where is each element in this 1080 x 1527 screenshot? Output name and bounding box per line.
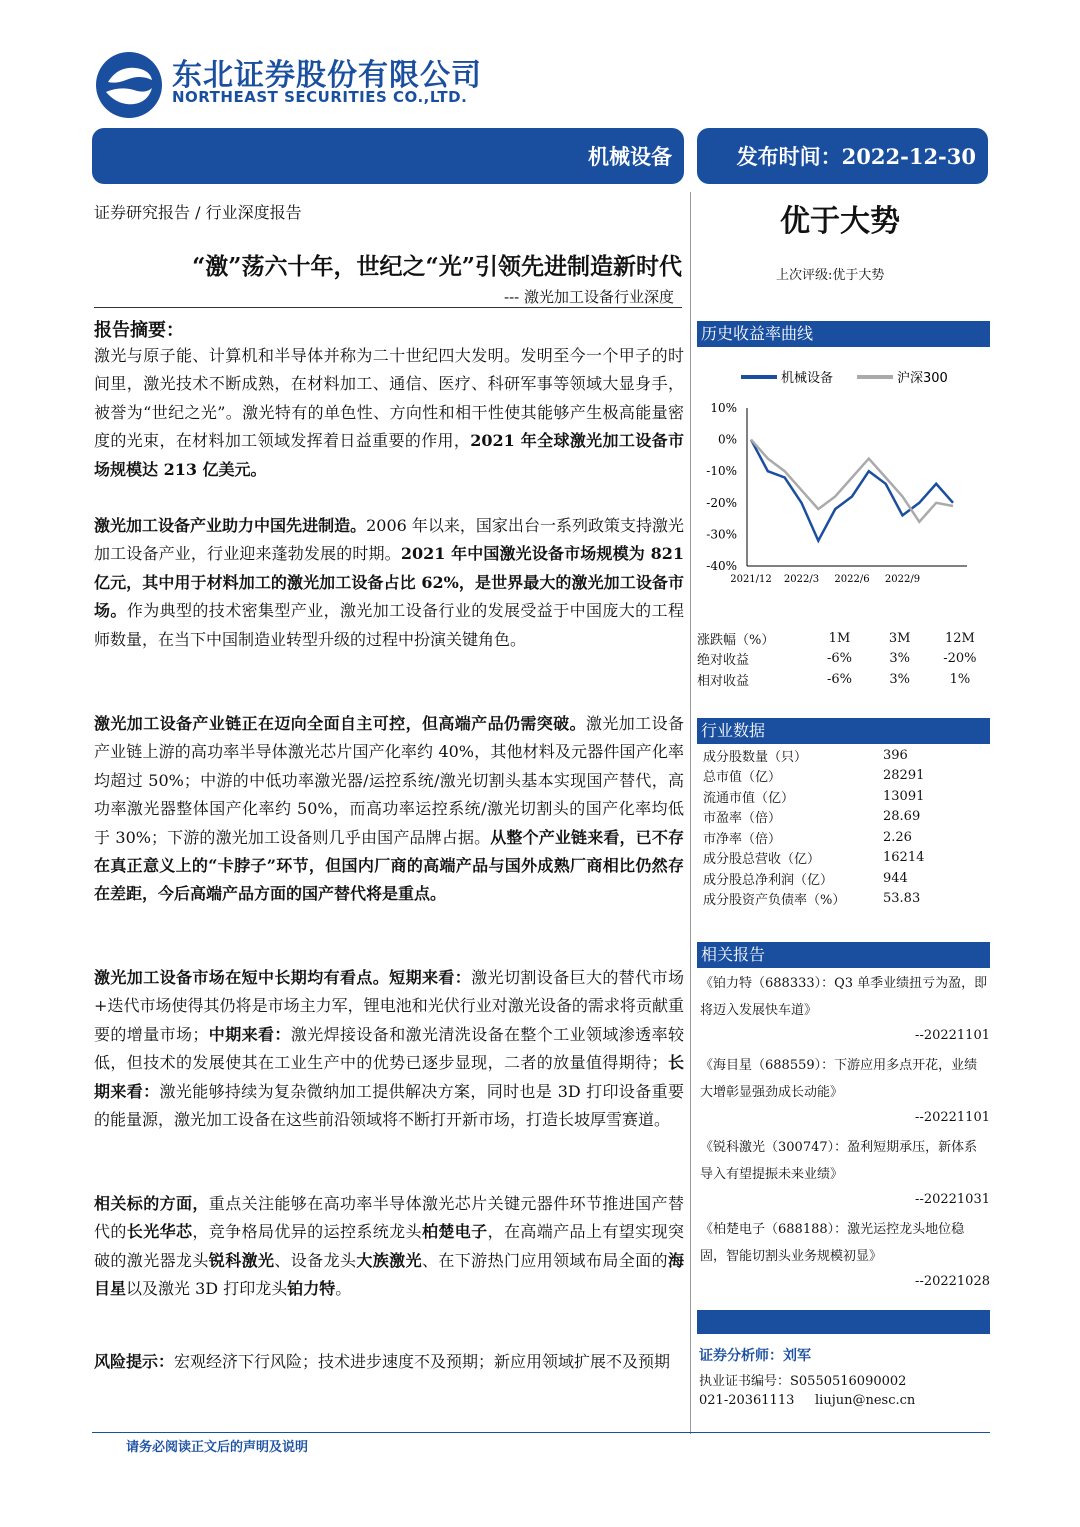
industry-data-table	[703, 745, 973, 909]
table-row	[697, 649, 990, 670]
bold-text: 大族激光	[356, 1250, 422, 1270]
related-report-date: --20221101	[915, 1110, 990, 1125]
table-cell: 绝对收益	[697, 653, 750, 669]
table-row	[697, 669, 990, 690]
bold-text: 激光加工设备市场在短中长期均有看点。短期来看：	[94, 968, 472, 987]
table-cell: 12M	[944, 630, 975, 646]
return-chart	[697, 360, 990, 590]
table-cell: 16214	[883, 850, 925, 866]
series-line-2	[751, 440, 953, 522]
abstract-title: 报告摘要：	[94, 320, 184, 341]
company-name-en: NORTHEAST SECURITIES CO.,LTD.	[172, 88, 468, 106]
table-cell: 944	[883, 870, 908, 886]
table-cell: 28291	[883, 768, 925, 784]
table-row	[703, 868, 973, 889]
rating: 优于大势	[780, 204, 900, 239]
table-cell: 相对收益	[697, 673, 750, 689]
table-cell: 总市值（亿）	[703, 770, 782, 786]
table-cell: 涨跌幅（%）	[697, 632, 775, 648]
report-subtitle: --- 激光加工设备行业深度	[504, 288, 674, 306]
table-cell: -6%	[826, 651, 852, 667]
text-run: 激光能够持续为复杂微纳加工提供解决方案，同时也是 3D 打印设备重要的能量源，激光加工设备在这些前沿领域将不断打开新市场，打造长坡厚雪赛道。	[94, 1081, 684, 1130]
table-row	[703, 889, 973, 910]
analyst-name: 证券分析师：刘军	[699, 1348, 811, 1364]
text-run: ，竞争格局优异的运控系统龙头	[192, 1222, 422, 1242]
footer-divider	[92, 1432, 990, 1433]
y-tick-label: -30%	[706, 527, 737, 542]
y-tick-label: -40%	[706, 559, 737, 573]
paragraph	[94, 710, 684, 909]
table-cell: 成分股总净利润（亿）	[703, 872, 834, 888]
related-report-item[interactable]	[700, 970, 990, 1048]
table-cell: 396	[883, 747, 908, 763]
text-run: 激光加工设备产业链上游的高功率半导体激光芯片国产化率约 40%，其他材料及元器件国产化率均超过 50%；中游的中低功率激光器/运控系统/激光切割头基本实现国产替代，高功率激光器整体国产化率约 50%，而高功率运控系统/激光切割头的国产化率均低于 30%；下游的激光加工设备则几乎由国产品牌占据。	[94, 714, 684, 847]
paragraph	[94, 512, 684, 654]
paragraph	[94, 964, 684, 1134]
related-reports-title: 相关报告	[697, 942, 990, 968]
y-tick-label: 0%	[717, 432, 737, 447]
table-cell: 3%	[889, 651, 910, 667]
related-report-item[interactable]	[700, 1134, 990, 1212]
table-cell: 1M	[828, 630, 851, 646]
table-cell: 3M	[888, 630, 911, 646]
paragraph	[94, 1190, 684, 1304]
bold-text: 相关标的方面，	[94, 1194, 209, 1213]
table-cell: 流通市值（亿）	[703, 790, 795, 806]
table-cell: 市盈率（倍）	[703, 811, 782, 827]
related-report-item[interactable]	[700, 1216, 990, 1294]
chart-section-title: 历史收益率曲线	[697, 321, 990, 347]
industry-label: 机械设备	[588, 144, 672, 169]
text-run: 作为典型的技术密集型产业，激光加工设备行业的发展受益于中国庞大的工程师数量，在当下中国制造业转型升级的过程中扮演关键角色。	[94, 601, 684, 649]
bold-text: 铂力特	[287, 1279, 336, 1299]
bold-text: 长光华芯	[126, 1222, 193, 1242]
related-reports-list	[700, 970, 990, 1298]
report-type: 证券研究报告 / 行业深度报告	[94, 203, 302, 222]
bold-text: 2021 年全球激光加工设备市场规模达 213 亿美元。	[94, 431, 684, 479]
text-run: 激光切割设备巨大的替代市场+迭代市场使得其仍将是市场主力军，锂电池和光伏行业对激光设备的需求将贡献重要的增量市场；	[94, 968, 684, 1044]
industry-data-title: 行业数据	[697, 718, 990, 744]
related-report-title: 《柏楚电子（688188）：激光运控龙头地位稳固，智能切割头业务规模初显》	[700, 1222, 965, 1264]
text-run: 激光与原子能、计算机和半导体并称为二十世纪四大发明。发明至今一个甲子的时间里，激光技术不断成熟，在材料加工、通信、医疗、科研军事等领域大显身手，被誉为“世纪之光”。激光特有的单色性、方向性和相干性使其能够产生极高能量密度的光束，在材料加工领域发挥着日益重要的作用，	[94, 346, 684, 451]
table-cell: 成分股总营收（亿）	[703, 852, 821, 868]
related-report-date: --20221101	[915, 1028, 990, 1043]
publish-date: 发布时间：2022-12-30	[736, 144, 976, 169]
bold-text: 长期来看：	[94, 1053, 684, 1101]
text-run: 宏观经济下行风险；技术进步速度不及预期；新应用领域扩展不及预期	[174, 1352, 671, 1371]
bold-text: 激光加工设备产业链正在迈向全面自主可控，但高端产品仍需突破。	[94, 714, 586, 733]
y-tick-label: 10%	[710, 401, 737, 415]
series-line-1	[751, 440, 953, 541]
related-report-title: 《铂力特（688333）：Q3 单季业绩扭亏为盈，即将迈入发展快车道》	[700, 976, 988, 1018]
legend-label-series-1: 机械设备	[781, 371, 834, 386]
company-logo	[96, 52, 162, 118]
date-banner	[697, 128, 988, 184]
x-tick-label: 2022/9	[884, 574, 921, 585]
text-run: 2006 年以来，国家出台一系列政策支持激光加工设备产业，行业迎来蓬勃发展的时期。	[94, 516, 684, 564]
table-cell: 53.83	[883, 891, 921, 907]
logo-swirl-icon	[96, 52, 162, 118]
table-cell: 成分股资产负债率（%）	[703, 893, 846, 909]
text-run: 、在下游热门应用领域布局全面的	[421, 1250, 668, 1270]
column-divider	[690, 192, 691, 1434]
paragraph	[94, 342, 684, 484]
footer-disclaimer: 请务必阅读正文后的声明及说明	[126, 1440, 309, 1455]
previous-rating: 上次评级:优于大势	[776, 268, 885, 283]
bold-text: 从整个产业链来看，已不存在真正意义上的“卡脖子”环节，但国内厂商的高端产品与国外成熟厂商相比仍然存在差距，今后高端产品方面的国产替代将是重点。	[94, 827, 684, 904]
table-row	[697, 628, 990, 649]
table-cell: -20%	[943, 651, 977, 667]
bold-text: 激光加工设备产业助力中国先进制造。	[94, 516, 367, 535]
divider	[94, 307, 682, 308]
analyst-banner	[697, 1310, 990, 1334]
table-cell: -6%	[826, 671, 852, 687]
table-row	[703, 766, 973, 787]
text-run: 、设备龙头	[274, 1250, 357, 1270]
table-row	[703, 745, 973, 766]
legend-label-series-2: 沪深300	[897, 371, 948, 386]
bold-text: 柏楚电子	[421, 1222, 488, 1242]
bold-text: 锐科激光	[208, 1250, 275, 1270]
bold-text: 海目星	[94, 1250, 684, 1299]
bold-text: 风险提示：	[94, 1352, 175, 1371]
text-run: 重点关注能够在高功率半导体激光芯片关键元器件环节推进国产替代的	[94, 1194, 684, 1242]
table-row	[703, 848, 973, 869]
analyst-cert: 执业证书编号：S0550516090002	[699, 1374, 907, 1389]
text-run: 以及激光 3D 打印龙头	[126, 1279, 288, 1299]
table-row	[703, 807, 973, 828]
table-cell: 3%	[889, 671, 910, 687]
table-cell: 市净率（倍）	[703, 831, 782, 847]
x-tick-label: 2021/12	[730, 574, 772, 585]
industry-banner	[92, 128, 684, 184]
x-tick-label: 2022/6	[834, 574, 870, 585]
related-report-date: --20221031	[915, 1192, 990, 1207]
x-tick-label: 2022/3	[783, 574, 820, 585]
bold-text: 中期来看：	[208, 1024, 291, 1044]
table-row	[703, 786, 973, 807]
related-report-title: 《海目星（688559）：下游应用多点开花，业绩大增彰显强劲成长动能》	[700, 1058, 978, 1100]
text-run: 。	[335, 1279, 352, 1299]
report-title: “激”荡六十年，世纪之“光”引领先进制造新时代	[192, 253, 682, 280]
bold-text: 2021 年中国激光设备市场规模为 821 亿元，其中用于材料加工的激光加工设备占比 62%，是世界最大的激光加工设备市场。	[94, 544, 684, 621]
table-cell: 13091	[883, 788, 925, 804]
table-cell: 28.69	[883, 809, 921, 825]
performance-table	[697, 628, 990, 690]
table-cell: 1%	[949, 671, 971, 687]
analyst-email[interactable]: liujun@nesc.cn	[815, 1393, 916, 1408]
related-report-date: --20221028	[915, 1274, 990, 1289]
table-row	[703, 827, 973, 848]
text-run: ，在高端产品上有望实现突破的激光器龙头	[94, 1222, 684, 1270]
y-tick-label: -10%	[706, 464, 737, 479]
table-cell: 2.26	[883, 829, 912, 845]
company-name-cn: 东北证券股份有限公司	[172, 58, 482, 93]
related-report-item[interactable]	[700, 1052, 990, 1130]
text-run: 激光焊接设备和激光清洗设备在整个工业领域渗透率较低，但技术的发展使其在工业生产中的优势已逐步显现，二者的放量值得期待；	[94, 1024, 684, 1073]
y-tick-label: -20%	[706, 495, 737, 510]
paragraph	[94, 1348, 684, 1376]
related-report-title: 《锐科激光（300747）：盈利短期承压，新体系导入有望提振未来业绩》	[700, 1140, 978, 1182]
table-cell: 成分股数量（只）	[703, 749, 808, 765]
analyst-phone: 021-20361113	[699, 1393, 795, 1408]
